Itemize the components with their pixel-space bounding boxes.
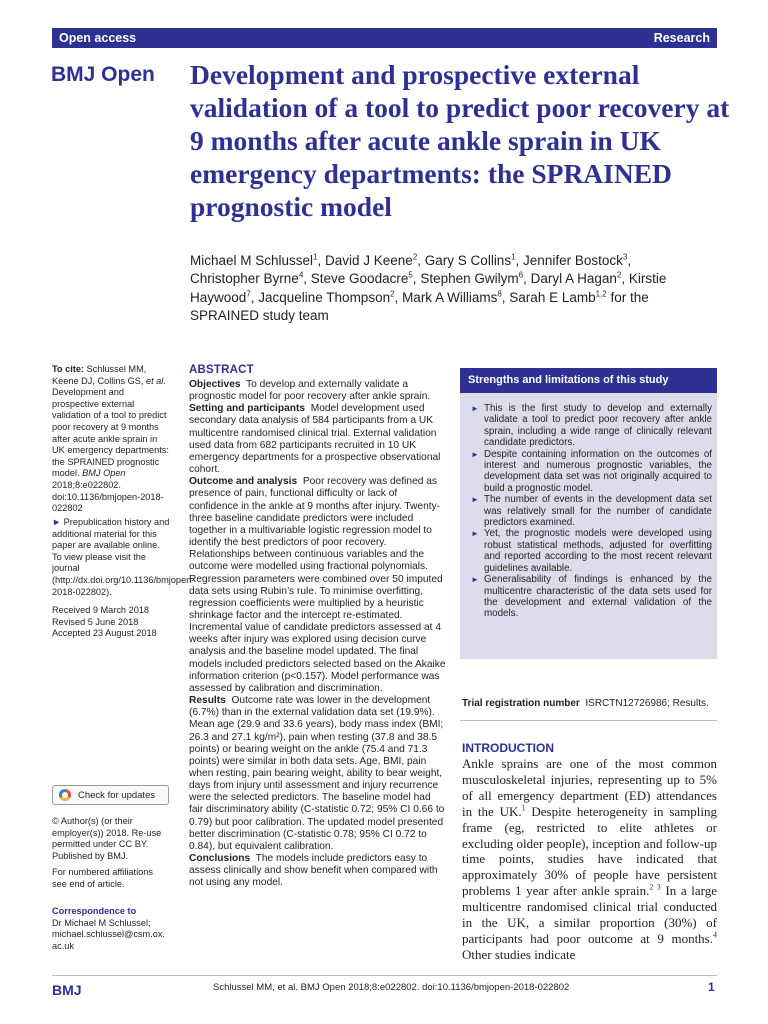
- author-name: Michael M Schlussel$^1$: [190, 252, 318, 268]
- author-list: Michael M Schlussel$^1$, David J Keene$^2$, Gary S Collins$^1$, Jennifer Bostock$^3$, Christopher Byrne$^4$, Steve Goodacre$^5$, Stephen Gwilym$^6$, Daryl A Hagan$^2$, Kirstie Haywood$^7$, Jacqueline Thompson$^2$, Mark A Williams$^8$, Sarah E Lamb$^{1,2}$ for the SPRAINED study team: [190, 252, 667, 323]
- list-item: ► This is the first study to develop and externally validate a tool to predict poor recovery after ankle sprain, including a wide range of clinically relevant candidate predictors.: [471, 403, 712, 449]
- footer-citation: Schlussel MM, et al. BMJ Open 2018;8:e022802. doi:10.1136/bmjopen-2018-022802: [213, 982, 570, 993]
- author-name: Kirstie Haywood$^7$: [190, 271, 667, 305]
- cite-authors: Schlussel MM, Keene DJ, Collins GS,: [52, 364, 147, 386]
- list-item: ► Yet, the prognostic models were developed using robust statistical methods, adjusted for overfitting and reported according to the most recent relevant guidelines available.: [471, 528, 712, 574]
- copyright-note: © Author(s) (or their employer(s)) 2018. Re-use permitted under CC BY. Published by BMJ.: [52, 816, 162, 861]
- accepted-date: Accepted 23 August 2018: [52, 628, 157, 639]
- affiliation-ref: 5: [408, 270, 413, 280]
- list-item: ► Generalisability of findings is enhanced by the multicentre characteristic of the data sets used for the development and external validation of the models.: [471, 574, 712, 620]
- author-name: Christopher Byrne$^4$: [190, 270, 304, 287]
- affiliation-ref: 4: [298, 270, 304, 280]
- affiliation-ref: 1,2: [595, 289, 607, 299]
- abstract-heading: ABSTRACT: [189, 364, 254, 376]
- reference-link[interactable]: 1: [521, 803, 526, 813]
- trial-registration: [462, 698, 709, 709]
- strengths-heading: Strengths and limitations of this study: [460, 368, 717, 393]
- author-name: Stephen Gwilym$^6$: [420, 270, 524, 287]
- citation-block: [52, 364, 170, 515]
- author-name: David J Keene$^2$: [325, 252, 418, 268]
- affiliation-ref: 3: [622, 252, 628, 262]
- open-access-label: Open access: [59, 31, 137, 45]
- check-updates-label: Check for updates: [78, 789, 156, 801]
- correspondence-label: Correspondence to: [52, 906, 137, 916]
- cite-text: Development and prospective external validation of a tool to predict poor recovery at 9 months after acute ankle sprain in UK emergency departments: the SPRAINED prognostic model.: [52, 387, 169, 479]
- list-item: ► The number of events in the development data set was relatively small for the number of candidate predictors examined.: [471, 494, 712, 529]
- affiliation-ref: 8: [497, 289, 502, 299]
- received-date: Received 9 March 2018: [52, 605, 150, 615]
- affiliation-ref: 2: [616, 270, 622, 280]
- cite-journal: BMJ Open: [82, 468, 126, 479]
- affiliation-ref: 2: [390, 289, 395, 299]
- affiliation-ref: 2: [412, 252, 418, 262]
- affiliation-ref: 1: [511, 252, 516, 262]
- reference-link[interactable]: 4: [713, 930, 717, 940]
- divider: [460, 720, 717, 721]
- introduction-text: Ankle sprains are one of the most common musculoskeletal injuries, representing up to 5% of all emergency department (ED) attendances in the UK.$^1$ Despite heterogeneity in sampling frame (eg, restricted to elite athletes or excluding older people), inception and follow-up time points, studies have indicated that approximately 30% of people have persistent problems 1 year after ankle sprain.$^{2 3}$ In a large multicentre randomised clinical trial conducted in the UK, a similar proportion (30%) of participants had poor outcome at 9 months.$^4$ Other studies indicate: [462, 756, 718, 962]
- triangle-bullet-icon: ►: [471, 404, 479, 413]
- affiliation-ref: 7: [246, 289, 251, 299]
- prepub-note: [52, 517, 195, 598]
- article-title: Development and prospective external validation of a tool to predict poor recovery at 9 months after acute ankle sprain in UK emergency departments: the SPRAINED prognostic model: [190, 59, 730, 222]
- correspondence-block: [52, 906, 170, 952]
- author-name: Gary S Collins$^1$: [424, 252, 516, 268]
- triangle-bullet-icon: ►: [471, 575, 479, 585]
- affiliation-ref: 6: [518, 270, 524, 280]
- correspondence-email[interactable]: michael.schlussel@csm.ox.ac.uk: [52, 929, 165, 951]
- crossmark-icon: [59, 789, 71, 801]
- author-name: Sarah E Lamb$^{1,2}$: [509, 289, 607, 305]
- strengths-list: [466, 403, 712, 620]
- top-banner: [52, 28, 717, 48]
- author-name: Jacqueline Thompson$^2$: [258, 289, 395, 305]
- author-name: Daryl A Hagan$^2$: [530, 270, 622, 287]
- prepub-text: Prepublication history and additional material for this paper are available online. To view please visit the journal (http://dx.doi.org/10.1136/bmjopen-2018-022802).: [52, 517, 195, 597]
- cite-ref: 2018;8:e022802. doi:10.1136/bmjopen-2018-022802: [52, 479, 164, 514]
- introduction-heading: INTRODUCTION: [462, 741, 554, 755]
- cite-label: To cite:: [52, 364, 84, 374]
- author-name: Steve Goodacre$^5$: [310, 270, 413, 287]
- cite-etal: et al.: [145, 375, 166, 386]
- reference-link[interactable]: 2 3: [649, 882, 661, 892]
- bmj-footer-logo: BMJ: [52, 982, 82, 998]
- affiliation-ref: 1: [313, 252, 318, 262]
- abstract-setting: Setting and participants Model development used secondary data analysis of 584 participants from a UK multicentre randomised clinical trial. External validation used data from 682 participants recruited in 10 UK emergency departments for a prospective observational cohort.: [189, 403, 441, 476]
- trial-label: Trial registration number: [462, 698, 580, 709]
- triangle-bullet-icon: ►: [471, 495, 479, 505]
- author-name: Jennifer Bostock$^3$: [523, 252, 628, 268]
- footer-divider: [52, 975, 717, 976]
- correspondence-name: Dr Michael M Schlussel;: [52, 917, 151, 928]
- abstract-conclusions: Conclusions The models include predictors easy to assess clinically and show benefit when compared with not using any model.: [189, 853, 438, 889]
- check-for-updates-button[interactable]: [52, 785, 169, 805]
- arrow-icon: ►: [52, 517, 62, 527]
- list-item: ► Despite containing information on the outcomes of interest and numerous prognostic variables, the development data set was not originally acquired to build a prognostic model.: [471, 448, 712, 494]
- author-name: Mark A Williams$^8$: [402, 289, 502, 305]
- triangle-bullet-icon: ►: [471, 449, 479, 459]
- abstract-results: Results Outcome rate was lower in the development (6.7%) than in the external validation data set (19.9%). Mean age (29.9 and 33.6 years), body mass index (BMI; 26.3 and 27.1 kg/m²), pain when resting (37.8 and 38.5 points) or bearing weight on the ankle (75.4 and 71.3 points) were similar in both data sets. Age, BMI, pain when resting, pain bearing weight, ability to bear weight, days from injury until assessment and injury recurrence were the selected predictors. The baseline model had fair discriminatory ability (C-statistic 0.72; 95% CI 0.66 to 0.79) but poor calibration. The updated model presented better discrimination (C-statistic 0.78; 95% CI 0.72 to 0.84), but equivalent calibration.: [189, 695, 445, 852]
- dates-block: [52, 605, 170, 640]
- affiliations-note: For numbered affiliations see end of article.: [52, 867, 153, 889]
- page-number: 1: [708, 980, 715, 994]
- journal-logo: BMJ Open: [51, 63, 155, 86]
- authors-suffix: for the SPRAINED study team: [190, 289, 649, 323]
- revised-date: Revised 5 June 2018: [52, 616, 139, 627]
- trial-value: ISRCTN12726986; Results.: [585, 698, 709, 709]
- section-label: Research: [653, 31, 710, 45]
- abstract-outcome: Outcome and analysis Poor recovery was defined as presence of pain, functional difficulty or lack of confidence in the ankle at 9 months after injury. Twenty-three baseline candidate predictors were included together in a multivariable logistic regression model to identify the best predictors of poor recovery. Relationships between continuous variables and the outcome were modelled using fractional polynomials. Regression parameters were combined over 50 imputed data sets using Rubin’s rule. To minimise overfitting, regression coefficients were multiplied by a heuristic shrinkage factor and the intercept re-estimated. Incremental value of candidate predictors assessed at 4 weeks after injury was explored using decision curve analysis and the baseline model updated. The final models included predictors selected based on the Akaike information criterion (p<0.157). Model performance was assessed by calibration and discrimination.: [189, 476, 446, 694]
- triangle-bullet-icon: ►: [471, 529, 479, 539]
- abstract-body: [189, 379, 447, 890]
- abstract-objectives: Objectives To develop and externally validate a prognostic model for poor recovery after ankle sprain.: [189, 379, 431, 403]
